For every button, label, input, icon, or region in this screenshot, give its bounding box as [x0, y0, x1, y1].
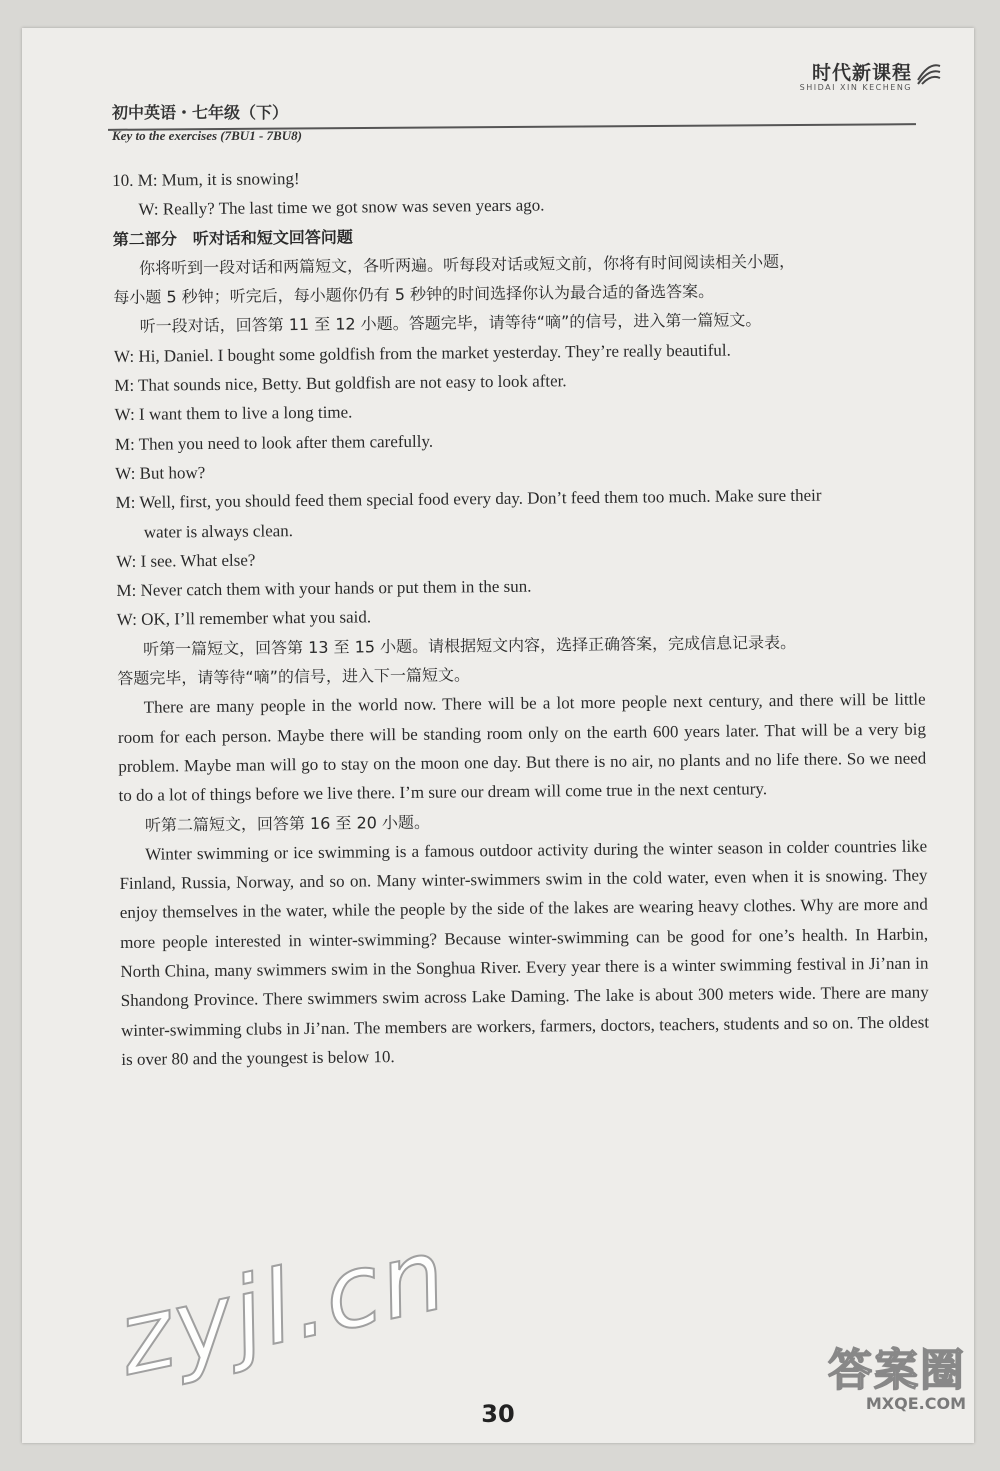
document-page	[22, 28, 974, 1443]
watermark-answer-url: MXQE.COM	[865, 1394, 966, 1413]
transcript-lines	[112, 158, 925, 694]
passage-one: There are many people in the world now. There will be a lot more people next century, and there will be little room for each person. Maybe there will be standing room only on the earth 600 years later. That will be a very big problem. Maybe man will go to stay on the moon one day. But there is no air, no plants and no life there. So we need to do a lot of things before we live there. I’m sure our dream will come true in the next century.	[117, 689, 927, 806]
transcript-line: M: Then you need to look after them carefully.	[114, 431, 434, 454]
transcript-line: 每小题 5 秒钟；听完后，每小题你仍有 5 秒钟的时间选择你认为最合适的备选答案。	[113, 281, 715, 308]
transcript-line: W: Hi, Daniel. I bought some goldfish from the market yesterday. They’re really beautiful.	[113, 340, 731, 366]
transcript-line: W: I want them to live a long time.	[114, 402, 353, 425]
watermark-answer-site	[828, 1334, 966, 1413]
section-heading: 第二部分 听对话和短文回答问题	[112, 227, 353, 249]
book-subtitle: Key to the exercises (7BU1 - 7BU8)	[112, 128, 302, 143]
brand-title: 时代新课程	[811, 62, 912, 84]
transcript-line: water is always clean.	[143, 520, 294, 542]
passage-two: Winter swimming or ice swimming is a famous outdoor activity during the winter season in colder countries like Finland, Russia, Norway, and so on. Many winter-swimmers swim in the cold water, even when it is snowing. They enjoy themselves in the water, while the people by the side of the lakes are wearing heavy clothes. Why are more and more people interested in winter-swimming? Because winter-swimming can be good for one’s health. In Harbin, North China, many swimmers swim in the Songhua River. Every year there is a winter swimming festival in Ji’nan in Shandong Province. There swimmers swim across Lake Daming. The lake is about 300 meters wide. There are many winter-swimming clubs in Ji’nan. The members are workers, farmers, doctors, teachers, students and so on. The oldest is over 80 and the youngest is below 10.	[119, 836, 930, 1069]
transcript-line: 10. M: Mum, it is snowing!	[112, 169, 300, 190]
transcript-line: 你将听到一段对话和两篇短文，各听两遍。听每段对话或短文前，你将有时间阅读相关小题，	[138, 251, 796, 278]
transcript-line: M: Well, first, you should feed them special food every day. Don’t feed them too much. Make sure their	[115, 485, 822, 513]
brand-subtitle: SHIDAI XIN KECHENG	[799, 83, 912, 92]
watermark-answer-cn: 答案圈	[828, 1345, 966, 1396]
transcript-line: M: Never catch them with your hands or put them in the sun.	[116, 576, 532, 601]
transcript-line: 答题完毕，请等待“嘀”的信号，进入下一篇短文。	[117, 665, 471, 689]
transcript-line: 听一段对话，回答第 11 至 12 小题。答题完毕，请等待“嘀”的信号，进入第一篇短文。	[139, 310, 762, 337]
brand-logo-icon	[916, 60, 942, 86]
brand-block	[800, 58, 912, 92]
watermark-zyjl: zyjl.cn	[108, 1214, 457, 1399]
page-number: 30	[481, 1400, 515, 1428]
transcript-content	[112, 158, 929, 1075]
book-title: 初中英语・七年级（下）	[112, 103, 289, 122]
transcript-line: 听第一篇短文，回答第 13 至 15 小题。请根据短文内容，选择正确答案，完成信息记录表。	[142, 632, 797, 659]
transcript-line: W: Really? The last time we got snow was seven years ago.	[138, 195, 545, 220]
transcript-line: W: OK, I’ll remember what you said.	[116, 607, 372, 630]
transcript-line: M: That sounds nice, Betty. But goldfish are not easy to look after.	[114, 371, 567, 396]
passage-two-instruction: 听第二篇短文，回答第 16 至 20 小题。	[144, 812, 431, 835]
transcript-line: W: But how?	[115, 463, 206, 483]
transcript-line: W: I see. What else?	[116, 550, 256, 571]
